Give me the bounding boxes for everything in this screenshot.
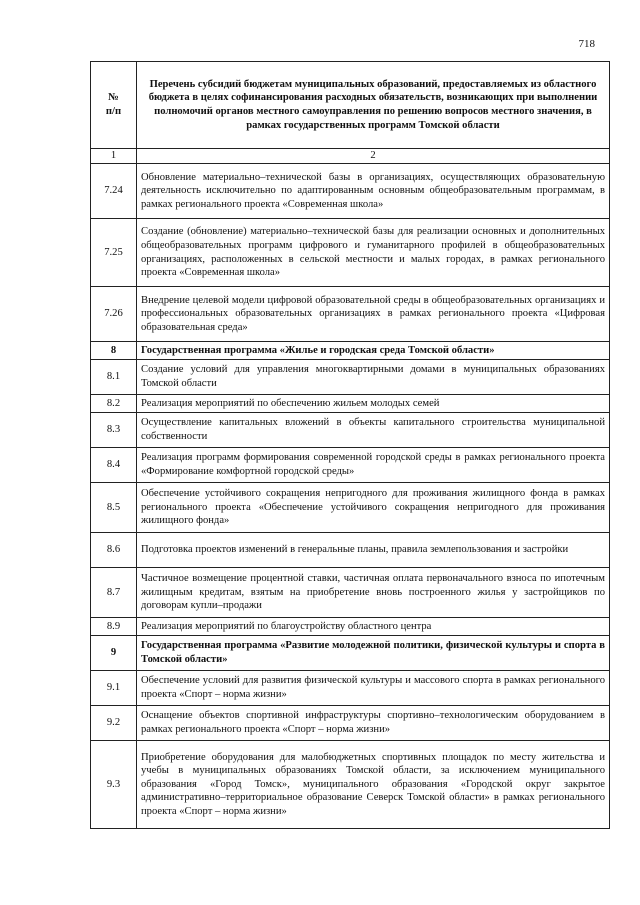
column-number-1: 1 [91,149,137,164]
row-number: 7.26 [91,287,137,342]
column-numbers-row [91,149,610,164]
row-number: 9 [91,636,137,671]
subsidy-description: Обеспечение устойчивого сокращения непригодного для проживания жилищного фонда в рамках регионального проекта «Обеспечение устойчивого сокращения непригодного для проживания жилищного фонда» [137,483,610,533]
table-row [91,706,610,741]
table-row [91,395,610,413]
program-title: Государственная программа «Жилье и городская среда Томской области» [137,342,610,360]
subsidy-description: Создание условий для управления многоквартирными домами в муниципальных образованиях Томской области [137,360,610,395]
row-number: 7.25 [91,219,137,287]
subsidy-description: Оснащение объектов спортивной инфраструктуры спортивно–технологическим оборудованием в рамках регионального проекта «Спорт – норма жизни» [137,706,610,741]
row-number: 8.1 [91,360,137,395]
header-title: Перечень субсидий бюджетам муниципальных образований, предоставляемых из областного бюджета в целях софинансирования расходных обязательств, возникающих при выполнении полномочий органов местного самоуправления по решению вопросов местного значения, в рамках государственных программ Томской области [137,62,610,149]
subsidy-description: Реализация программ формирования современной городской среды в рамках регионального проекта «Формирование комфортной городской среды» [137,448,610,483]
header-number-column [91,62,137,149]
table-row [91,618,610,636]
page-number: 718 [578,38,595,50]
row-number: 8.5 [91,483,137,533]
row-number: 7.24 [91,164,137,219]
subsidy-description: Обновление материально–технической базы в организациях, осуществляющих образовательную деятельность исключительно по адаптированным основным общеобразовательным программам, в рамках регионального проекта «Современная школа» [137,164,610,219]
section-row [91,342,610,360]
row-number: 8.7 [91,568,137,618]
table-row [91,671,610,706]
table-row [91,360,610,395]
table-row [91,533,610,568]
table-row [91,287,610,342]
subsidy-description: Внедрение целевой модели цифровой образовательной среды в общеобразовательных организациях и профессиональных образовательных организациях в рамках регионального проекта «Цифровая образовательная среда» [137,287,610,342]
row-number: 9.3 [91,741,137,829]
column-number-2: 2 [137,149,610,164]
row-number: 8.2 [91,395,137,413]
row-number: 8.9 [91,618,137,636]
row-number: 8 [91,342,137,360]
row-number: 9.1 [91,671,137,706]
subsidies-table [90,61,610,829]
row-number: 8.4 [91,448,137,483]
subsidy-description: Осуществление капитальных вложений в объекты капитального строительства муниципальной собственности [137,413,610,448]
table-row [91,568,610,618]
table-header-row [91,62,610,149]
row-number: 8.6 [91,533,137,568]
program-title: Государственная программа «Развитие молодежной политики, физической культуры и спорта в Томской области» [137,636,610,671]
subsidy-description: Приобретение оборудования для малобюджетных спортивных площадок по месту жительства и учебы в муниципальных образованиях Томской области, за исключением муниципального образования «Город Томск», муниципального образования «Городской округ закрытое административно–территориальное образование Северск Томской области» в рамках регионального проекта «Спорт – норма жизни» [137,741,610,829]
table-body [91,164,610,829]
section-row [91,636,610,671]
table-row [91,483,610,533]
row-number: 9.2 [91,706,137,741]
table-row [91,164,610,219]
subsidy-description: Обеспечение условий для развития физической культуры и массового спорта в рамках регионального проекта «Спорт – норма жизни» [137,671,610,706]
subsidy-description: Реализация мероприятий по обеспечению жильем молодых семей [137,395,610,413]
table-row [91,219,610,287]
subsidy-description: Создание (обновление) материально–технической базы для реализации основных и дополнительных общеобразовательных программ цифрового и гуманитарного профилей в общеобразовательных организациях, расположенных в сельской местности и малых городах, в рамках регионального проекта «Современная школа» [137,219,610,287]
subsidy-description: Частичное возмещение процентной ставки, частичная оплата первоначального взноса по ипотечным жилищным кредитам, взятым на приобретение вновь построенного жилья у застройщиков по договорам купли–продажи [137,568,610,618]
table-row [91,448,610,483]
table-row [91,413,610,448]
subsidy-description: Реализация мероприятий по благоустройству областного центра [137,618,610,636]
row-number: 8.3 [91,413,137,448]
header-number-label: № п/п [105,92,122,117]
subsidy-description: Подготовка проектов изменений в генеральные планы, правила землепользования и застройки [137,533,610,568]
table-row [91,741,610,829]
